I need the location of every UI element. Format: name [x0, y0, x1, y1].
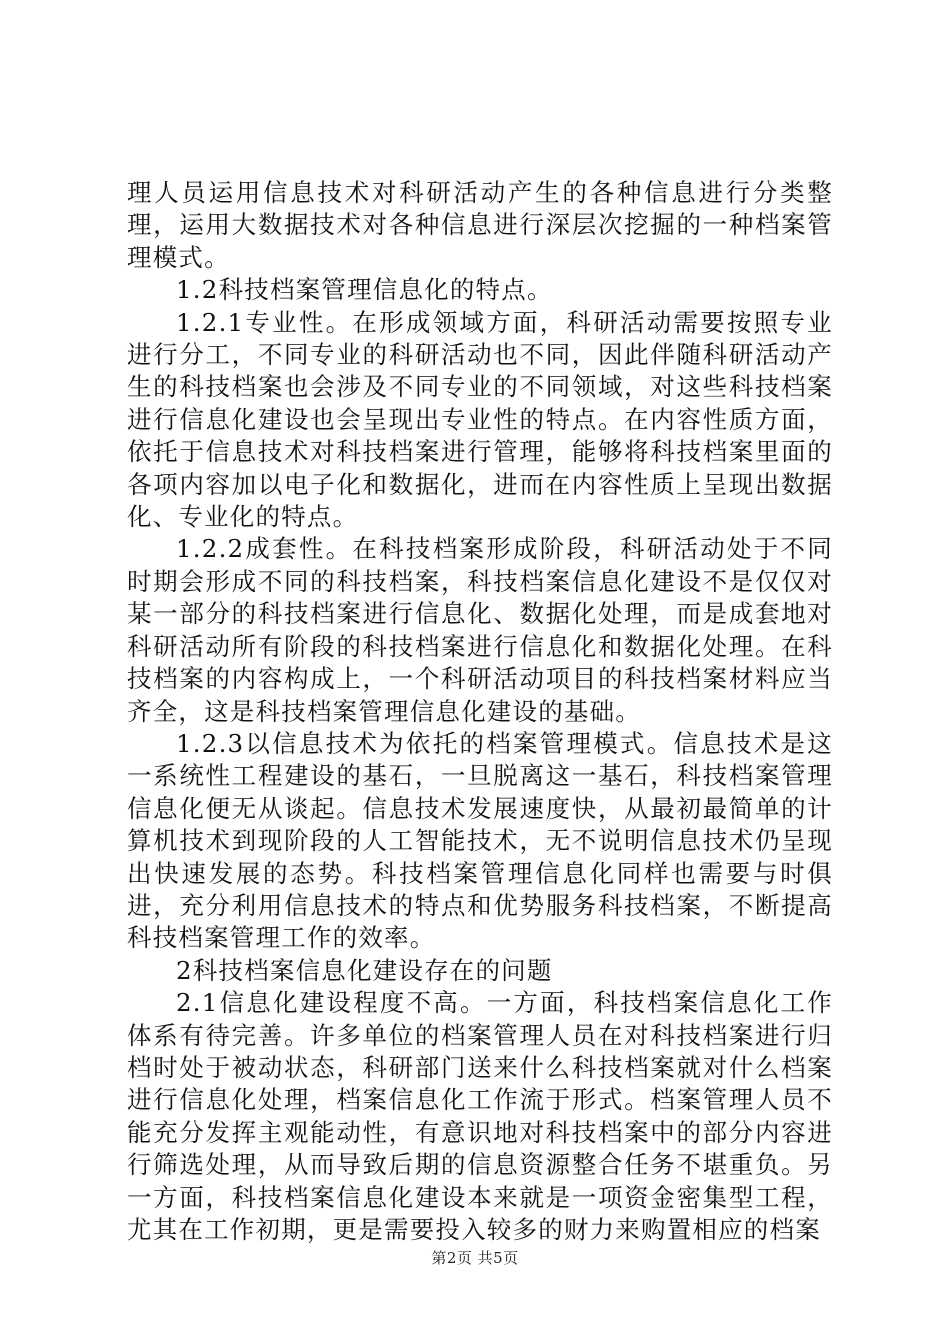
paragraph-5: 1.2.3以信息技术为依托的档案管理模式。信息技术是这一系统性工程建设的基石，一旦脱离这一基石，科技档案管理信息化便无从谈起。信息技术发展速度快，从最初最简单的计算机技术到现阶段的人工智能技术，无不说明信息技术仍呈现出快速发展的态势。科技档案管理信息化同样也需要与时俱进，充分利用信息技术的特点和优势服务科技档案，不断提高科技档案管理工作的效率。 [127, 728, 833, 953]
section-heading: 2科技档案信息化建设存在的问题 [176, 955, 553, 985]
paragraph-3: 1.2.1专业性。在形成领域方面，科研活动需要按照专业进行分工，不同专业的科研活动也不同，因此伴随科研活动产生的科技档案也会涉及不同专业的不同领域，对这些科技档案进行信息化建设也会呈现出专业性的特点。在内容性质方面，依托于信息技术对科技档案进行管理，能够将科技档案里面的各项内容加以电子化和数据化，进而在内容性质上呈现出数据化、专业化的特点。 [127, 307, 833, 532]
page-number-footer: 第2页 共5页 [431, 1249, 519, 1267]
document-body [127, 177, 833, 1246]
paragraph-2: 1.2科技档案管理信息化的特点。 [176, 275, 553, 305]
paragraph-7: 2.1信息化建设程度不高。一方面，科技档案信息化工作体系有待完善。许多单位的档案管理人员在对科技档案进行归档时处于被动状态，科研部门送来什么科技档案就对什么档案进行信息化处理，档案信息化工作流于形式。档案管理人员不能充分发挥主观能动性，有意识地对科技档案中的部分内容进行筛选处理，从而导致后期的信息资源整合任务不堪重负。另一方面，科技档案信息化建设本来就是一项资金密集型工程，尤其在工作初期，更是需要投入较多的财力来购置相应的档案 [127, 988, 833, 1244]
paragraph-4: 1.2.2成套性。在科技档案形成阶段，科研活动处于不同时期会形成不同的科技档案，科技档案信息化建设不是仅仅对某一部分的科技档案进行信息化、数据化处理，而是成套地对科研活动所有阶段的科技档案进行信息化和数据化处理。在科技档案的内容构成上，一个科研活动项目的科技档案材料应当齐全，这是科技档案管理信息化建设的基础。 [127, 534, 833, 726]
paragraph-1: 理人员运用信息技术对科研活动产生的各种信息进行分类整理，运用大数据技术对各种信息进行深层次挖掘的一种档案管理模式。 [127, 178, 833, 272]
